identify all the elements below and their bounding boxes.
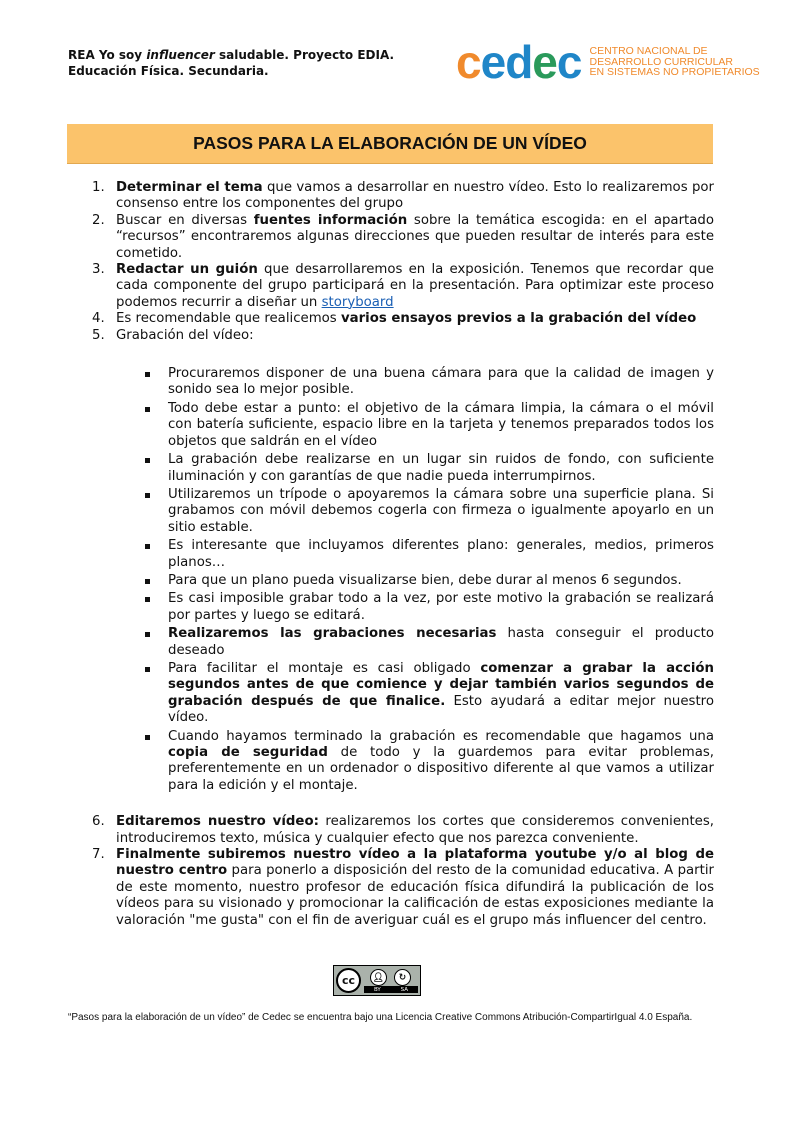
bullet-icon — [145, 667, 150, 672]
share-alike-icon: ↻ — [394, 969, 411, 986]
bullet-icon — [145, 407, 150, 412]
page-title: PASOS PARA LA ELABORACIÓN DE UN VÍDEO — [193, 133, 587, 153]
list-item: Para que un plano pueda visualizarse bien, debe durar al menos 6 segundos. — [168, 573, 714, 589]
bullet-icon — [145, 597, 150, 602]
cc-strip: BY SA — [364, 986, 418, 993]
step-item: 6. Editaremos nuestro vídeo: realizaremos los cortes que consideremos convenientes, introduciremos texto, música y cualquier efecto que nos parezca conveniente. — [92, 814, 715, 846]
cc-by-sa-badge[interactable] — [333, 965, 421, 996]
bullet-icon — [145, 493, 150, 498]
list-item: Procuraremos disponer de una buena cámara para que la calidad de imagen y sonido sea lo mejor posible. — [168, 366, 714, 399]
list-item: Es casi imposible grabar todo a la vez, por este motivo la grabación se realizará por partes y luego se editará. — [168, 591, 714, 624]
cedec-logo — [456, 36, 760, 88]
list-item: Realizaremos las grabaciones necesarias hasta conseguir el producto deseado — [168, 626, 714, 659]
step-item: 7. Finalmente subiremos nuestro vídeo a la plataforma youtube y/o al blog de nuestro centro para ponerlo a disposición del resto de la comunidad educativa. A partir de este momento, nuestro profesor de educación física difundirá la publicación de los vídeos para su visionado y promocionar la calificación de estas exposiciones mediante la valoración "me gusta" con el fin de averiguar cuál es el grupo más influencer del centro. — [92, 847, 714, 928]
bullet-icon — [145, 632, 150, 637]
attribution-icon: 👤︎ — [370, 969, 387, 986]
bullet-icon — [145, 544, 150, 549]
step-item: 5. Grabación del vídeo: Procuraremos disponer de una buena cámara para que la calidad de imagen y sonido sea lo mejor posible. Todo debe estar a punto: el objetivo de la cámara limpia, la cámara o el móvil con batería suficiente, espacio libre en la tarjeta y tenemos preparados todos los objetos que saldrán en el vídeo La grabación debe realizarse en un lugar sin ruidos de fondo, con suficiente iluminación y con garantías de que nadie pueda interrumpirnos. Utilizaremos un trípode o apoyaremos la cámara sobre una superficie plana. Si grabamos con móvil debemos cogerla con firmeza o igualmente apoyarlo en un sitio estable. Es interesante que incluyamos diferentes plano: generales, medios, primeros planos… Para que un plano pueda visualizarse bien, debe durar al menos 6 segundos. Es casi imposible grabar todo a la vez, por este motivo la grabación se realizará por partes y luego se editará. Realizaremos las grabaciones necesarias hasta conseguir el producto deseado Para facilitar el montaje es casi obligado comenzar a grabar la acción segundos antes de que comience y dejar también varios segundos de grabación después de que finalice. Esto ayudará a editar mejor nuestro vídeo. Cuando hayamos terminado la grabación es recomendable que hagamos una copia de seguridad de todo y la guardemos para evitar problemas, preferentemente en un ordenador o dispositivo diferente al que vamos a utilizar para la edición y el montaje. — [92, 327, 715, 793]
bullet-icon — [145, 735, 150, 740]
step-item: 3. Redactar un guión que desarrollaremos en la exposición. Tenemos que recordar que cada componente del grupo participará en la presentación. Para optimizar este proceso podemos recurrir a diseñar un storyboard — [92, 262, 714, 310]
cedec-logo-word: cedec — [456, 36, 582, 88]
header-line-2: Educación Física. Secundaria. — [68, 64, 269, 78]
list-item: Para facilitar el montaje es casi obligado comenzar a grabar la acción segundos antes de que comience y dejar también varios segundos de grabación después de que finalice. Esto ayudará a editar mejor nuestro vídeo. — [168, 661, 714, 727]
step-item: 2. Buscar en diversas fuentes información sobre la temática escogida: en el apartado “recursos” encontraremos algunas direcciones que pueden resultar de interés para este cometido. — [92, 212, 714, 261]
cc-icon: cc — [336, 968, 361, 993]
bullet-icon — [145, 579, 150, 584]
step-item: 4. Es recomendable que realicemos varios ensayos previos a la grabación del vídeo — [92, 311, 697, 327]
document-body — [84, 180, 714, 929]
list-item: La grabación debe realizarse en un lugar sin ruidos de fondo, con suficiente iluminación y con garantías de que nadie pueda interrumpirnos. — [168, 452, 714, 485]
steps-list-continued — [84, 814, 714, 929]
list-item: Todo debe estar a punto: el objetivo de la cámara limpia, la cámara o el móvil con batería suficiente, espacio libre en la tarjeta y tenemos preparados todos los objetos que saldrán en el vídeo — [168, 401, 714, 450]
document-header — [68, 47, 394, 79]
steps-list — [84, 180, 714, 794]
bullet-icon — [145, 372, 150, 377]
storyboard-link[interactable]: storyboard — [321, 294, 394, 310]
recording-tips-list — [116, 366, 714, 794]
cedec-logo-subtitle: CENTRO NACIONAL DE DESARROLLO CURRICULAR EN SISTEMAS NO PROPIETARIOS — [589, 45, 760, 79]
list-item: Utilizaremos un trípode o apoyaremos la cámara sobre una superficie plana. Si grabamos con móvil debemos cogerla con firmeza o igualmente apoyarlo en un sitio estable. — [168, 487, 714, 536]
list-item: Cuando hayamos terminado la grabación es recomendable que hagamos una copia de seguridad de todo y la guardemos para evitar problemas, preferentemente en un ordenador o dispositivo diferente al que vamos a utilizar para la edición y el montaje. — [168, 729, 714, 795]
list-item: Es interesante que incluyamos diferentes plano: generales, medios, primeros planos… — [168, 538, 714, 571]
step-item: 1. Determinar el tema que vamos a desarrollar en nuestro vídeo. Esto lo realizaremos por consenso entre los componentes del grupo — [92, 180, 714, 212]
bullet-icon — [145, 458, 150, 463]
title-banner — [67, 124, 713, 164]
license-footer: “Pasos para la elaboración de un vídeo” de Cedec se encuentra bajo una Licencia Creative Commons Atribución-CompartirIgual 4.0 España. — [68, 1012, 693, 1023]
header-line-1: REA Yo soy influencer saludable. Proyecto EDIA. — [68, 48, 395, 62]
